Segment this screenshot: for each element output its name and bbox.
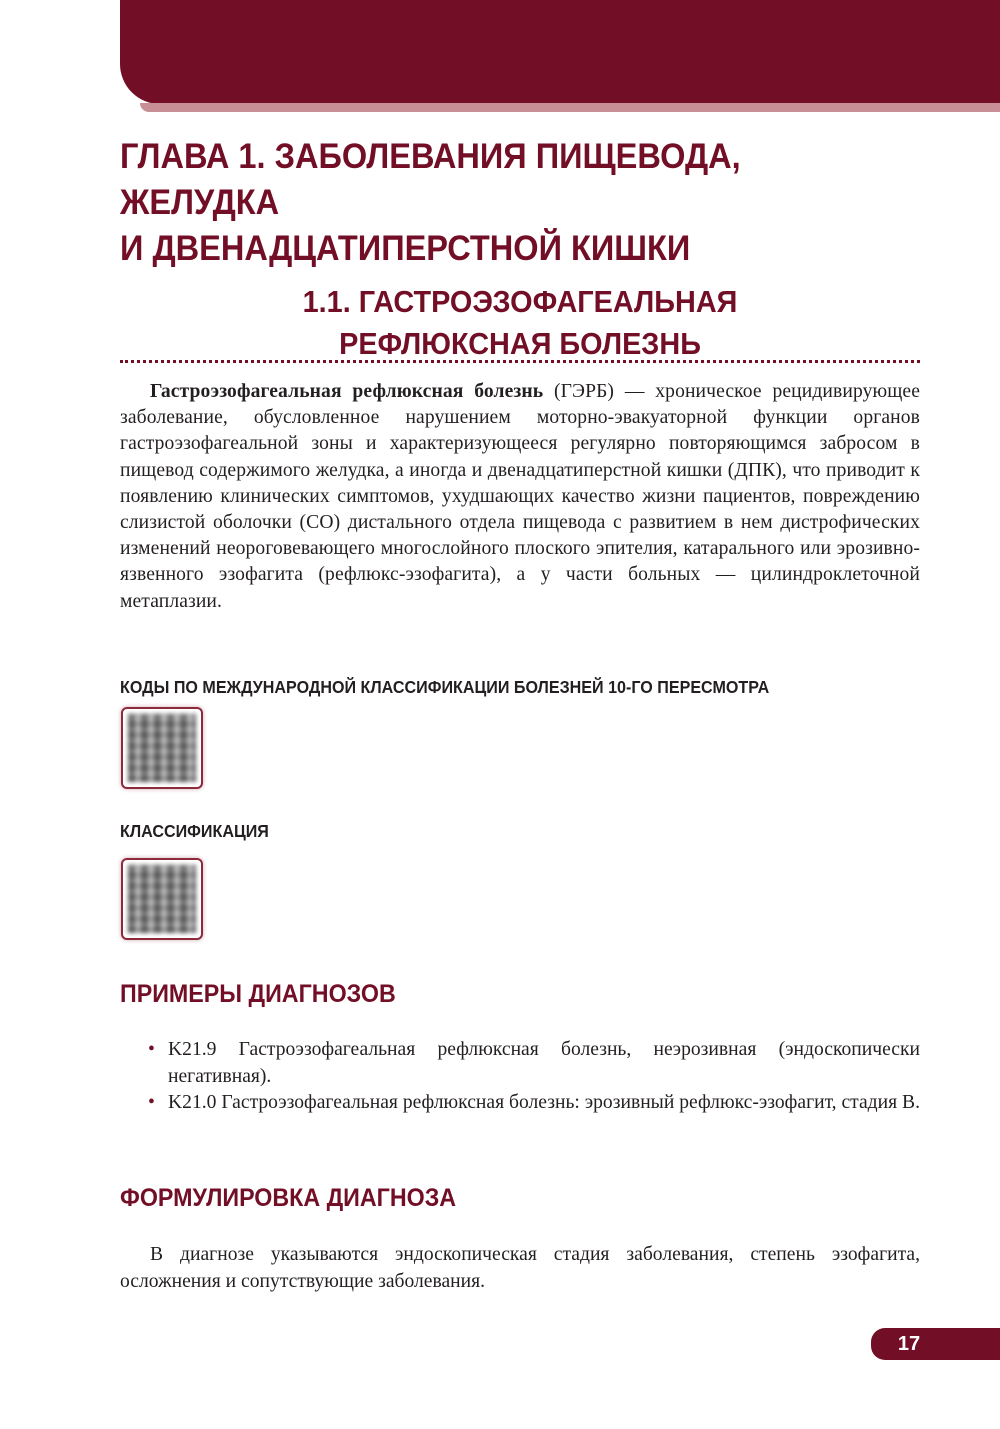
intro-text: (ГЭРБ) — хроническое рецидивирующее заболевание, обусловленное нарушением моторно-эвакуаторной функции органов гастроэзофагеальной зоны и характеризующееся регулярно повторяющимся забросом в пищевод содержимого желудка, а иногда и двенадцатиперстной кишки (ДПК), что приводит к появлению клинических симптомов, ухудшающих качество жизни пациентов, повреждению слизистой оболочки (СО) дистального отдела пищевода с развитием в нем дистрофических изменений неороговевающего многослойного плоского эпителия, катарального или эрозивно-язвенного эзофагита (рефлюкс-эзофагита), а у части больных — цилиндроклеточной метаплазии. (120, 381, 920, 612)
diagnosis-examples-heading: ПРИМЕРЫ ДИАГНОЗОВ (120, 980, 396, 1008)
diagnosis-examples-list (148, 1037, 920, 1117)
list-item-text: K21.0 Гастроэзофагеальная рефлюксная болезнь: эрозивный рефлюкс-эзофагит, стадия B. (168, 1092, 921, 1113)
header-band (120, 0, 1000, 104)
icd-codes-qr-code[interactable] (121, 707, 203, 789)
list-item-text: K21.9 Гастроэзофагеальная рефлюксная болезнь, неэрозивная (эндоскопически негативная). (168, 1039, 920, 1087)
chapter-title-line-1: ГЛАВА 1. ЗАБОЛЕВАНИЯ ПИЩЕВОДА, ЖЕЛУДКА (120, 137, 741, 222)
header-stripe (140, 103, 1000, 112)
list-item (148, 1090, 920, 1117)
chapter-title-line-2: И ДВЕНАДЦАТИПЕРСТНОЙ КИШКИ (120, 229, 691, 268)
bullet-icon: • (148, 1092, 155, 1113)
qr-code-icon (128, 714, 196, 782)
chapter-title (120, 134, 883, 272)
intro-paragraph (120, 379, 920, 615)
dotted-divider (120, 360, 920, 363)
classification-qr-code[interactable] (121, 858, 203, 940)
section-title-line-2: РЕФЛЮКСНАЯ БОЛЕЗНЬ (339, 326, 701, 361)
formulation-heading: ФОРМУЛИРОВКА ДИАГНОЗА (120, 1184, 457, 1212)
bullet-icon: • (148, 1039, 155, 1060)
icd-codes-heading: КОДЫ ПО МЕЖДУНАРОДНОЙ КЛАССИФИКАЦИИ БОЛЕЗНЕЙ 10-ГО ПЕРЕСМОТРА (120, 677, 770, 697)
list-item (148, 1037, 920, 1090)
page-number: 17 (897, 1333, 921, 1355)
section-title-line-1: 1.1. ГАСТРОЭЗОФАГЕАЛЬНАЯ (302, 284, 738, 319)
classification-heading: КЛАССИФИКАЦИЯ (120, 821, 269, 841)
formulation-paragraph: В диагнозе указываются эндоскопическая стадия заболевания, степень эзофагита, осложнения и сопутствующие заболевания. (120, 1244, 920, 1292)
intro-term: Гастроэзофагеальная рефлюксная болезнь (150, 381, 544, 402)
qr-code-icon (128, 865, 196, 933)
section-title (148, 281, 892, 365)
